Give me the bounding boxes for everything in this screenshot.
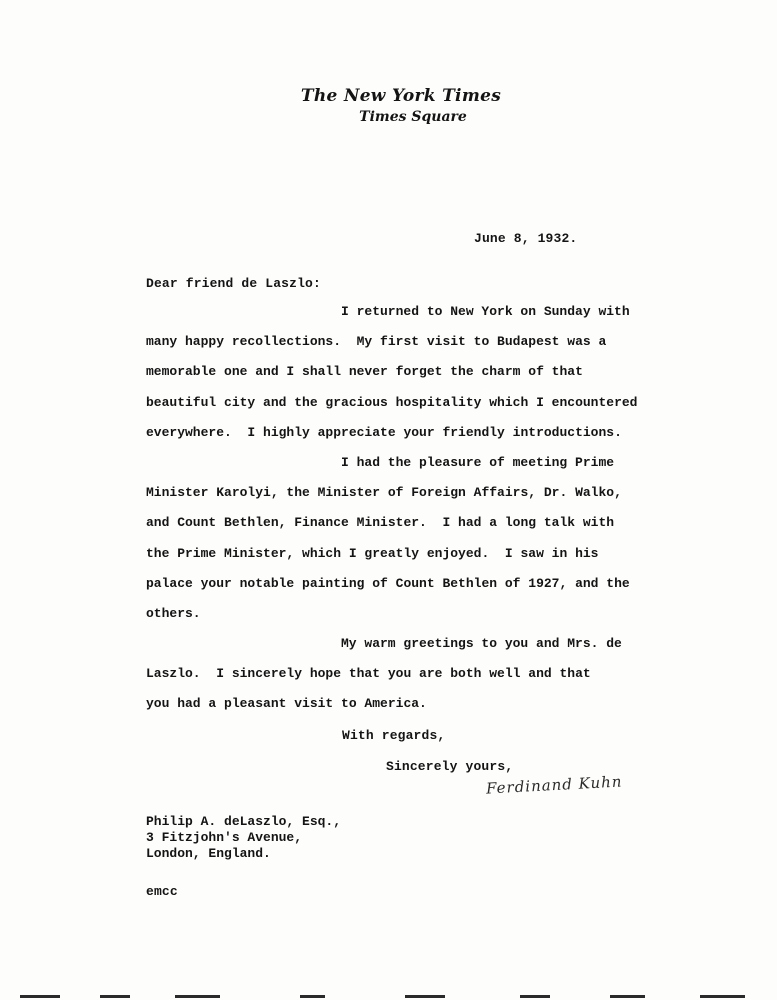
paragraph-line: memorable one and I shall never forget the charm of that <box>146 364 583 380</box>
letterhead <box>250 86 540 125</box>
paragraph-3 <box>146 629 622 720</box>
paragraph-2 <box>146 448 630 629</box>
address-line: Philip A. deLaszlo, Esq., <box>146 814 342 829</box>
paragraph-line: Minister Karolyi, the Minister of Foreign Affairs, Dr. Walko, <box>146 485 622 501</box>
letter-date: June 8, 1932. <box>474 231 578 246</box>
salutation: Dear friend de Laszlo: <box>146 276 321 291</box>
paragraph-line: others. <box>146 606 201 622</box>
scan-edge-marks <box>0 993 777 1000</box>
paragraph-line: beautiful city and the gracious hospitality which I encountered <box>146 394 638 410</box>
paragraph-line: Laszlo. I sincerely hope that you are both well and that <box>146 666 591 682</box>
typist-initials: emcc <box>146 884 178 899</box>
paragraph-line: I had the pleasure of meeting Prime <box>341 455 615 470</box>
sign-off: Sincerely yours, <box>386 759 514 774</box>
address-line: 3 Fitzjohn's Avenue, <box>146 830 303 845</box>
handwritten-signature: Ferdinand Kuhn <box>485 772 623 798</box>
paragraph-line: My warm greetings to you and Mrs. de <box>341 636 622 651</box>
recipient-address <box>146 814 341 862</box>
paragraph-line: you had a pleasant visit to America. <box>146 696 427 712</box>
paragraph-line: everywhere. I highly appreciate your friendly introductions. <box>146 424 622 440</box>
paragraph-line: many happy recollections. My first visit to Budapest was a <box>146 334 607 350</box>
paragraph-line: the Prime Minister, which I greatly enjoyed. I saw in his <box>146 545 599 561</box>
letterhead-name: The New York Times <box>300 86 502 106</box>
paragraph-1 <box>146 297 637 448</box>
paragraph-line: palace your notable painting of Count Bethlen of 1927, and the <box>146 575 630 591</box>
letterhead-subtitle: Times Square <box>359 109 467 125</box>
regards-line: With regards, <box>342 728 446 743</box>
paragraph-line: and Count Bethlen, Finance Minister. I had a long talk with <box>146 515 615 531</box>
paragraph-line: I returned to New York on Sunday with <box>341 304 630 319</box>
address-line: London, England. <box>146 846 271 861</box>
